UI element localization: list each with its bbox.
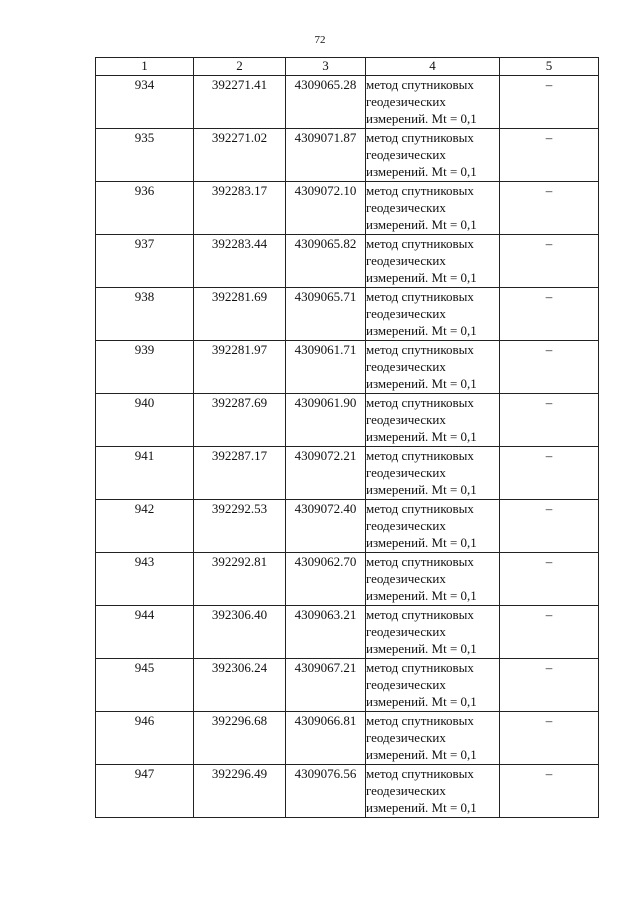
table-row (96, 712, 599, 765)
method-cell (366, 500, 500, 553)
point-number-cell: 947 (96, 765, 194, 818)
x-coordinate-cell: 392306.24 (194, 659, 286, 712)
y-coordinate-cell: 4309076.56 (286, 765, 366, 818)
point-number-cell: 944 (96, 606, 194, 659)
method-line: метод спутниковых (366, 183, 474, 198)
note-cell: – (500, 553, 599, 606)
header-row (96, 58, 599, 76)
table-row (96, 76, 599, 129)
table-row (96, 447, 599, 500)
y-coordinate-cell: 4309065.71 (286, 288, 366, 341)
table-row (96, 235, 599, 288)
method-line: метод спутниковых (366, 395, 474, 410)
note-cell: – (500, 447, 599, 500)
method-line: геодезических (366, 253, 446, 268)
table-header (96, 58, 599, 76)
column-header-2: 2 (194, 58, 286, 76)
y-coordinate-cell: 4309066.81 (286, 712, 366, 765)
note-cell: – (500, 659, 599, 712)
table-row (96, 659, 599, 712)
y-coordinate-cell: 4309072.40 (286, 500, 366, 553)
method-line: измерений. Mt = 0,1 (366, 747, 477, 762)
method-line: геодезических (366, 783, 446, 798)
x-coordinate-cell: 392287.17 (194, 447, 286, 500)
note-cell: – (500, 606, 599, 659)
method-cell (366, 394, 500, 447)
table-body (96, 76, 599, 818)
y-coordinate-cell: 4309063.21 (286, 606, 366, 659)
point-number-cell: 942 (96, 500, 194, 553)
note-cell: – (500, 765, 599, 818)
column-header-3: 3 (286, 58, 366, 76)
coordinates-table (95, 57, 599, 818)
method-line: измерений. Mt = 0,1 (366, 270, 477, 285)
point-number-cell: 943 (96, 553, 194, 606)
point-number-cell: 935 (96, 129, 194, 182)
method-line: метод спутниковых (366, 130, 474, 145)
x-coordinate-cell: 392306.40 (194, 606, 286, 659)
page-number: 72 (314, 34, 326, 46)
table-row (96, 182, 599, 235)
method-cell (366, 76, 500, 129)
point-number-cell: 945 (96, 659, 194, 712)
method-line: геодезических (366, 412, 446, 427)
method-line: геодезических (366, 730, 446, 745)
method-line: геодезических (366, 306, 446, 321)
table-row (96, 606, 599, 659)
table-row (96, 553, 599, 606)
method-cell (366, 659, 500, 712)
note-cell: – (500, 76, 599, 129)
y-coordinate-cell: 4309072.21 (286, 447, 366, 500)
method-line: метод спутниковых (366, 236, 474, 251)
point-number-cell: 938 (96, 288, 194, 341)
y-coordinate-cell: 4309061.71 (286, 341, 366, 394)
x-coordinate-cell: 392271.41 (194, 76, 286, 129)
point-number-cell: 946 (96, 712, 194, 765)
method-line: измерений. Mt = 0,1 (366, 323, 477, 338)
method-line: измерений. Mt = 0,1 (366, 588, 477, 603)
y-coordinate-cell: 4309062.70 (286, 553, 366, 606)
note-cell: – (500, 394, 599, 447)
x-coordinate-cell: 392296.68 (194, 712, 286, 765)
method-line: метод спутниковых (366, 607, 474, 622)
column-header-1: 1 (96, 58, 194, 76)
table-row (96, 129, 599, 182)
note-cell: – (500, 182, 599, 235)
method-line: метод спутниковых (366, 766, 474, 781)
method-line: метод спутниковых (366, 660, 474, 675)
method-line: измерений. Mt = 0,1 (366, 482, 477, 497)
method-cell (366, 765, 500, 818)
y-coordinate-cell: 4309065.82 (286, 235, 366, 288)
x-coordinate-cell: 392283.17 (194, 182, 286, 235)
method-line: измерений. Mt = 0,1 (366, 535, 477, 550)
y-coordinate-cell: 4309071.87 (286, 129, 366, 182)
note-cell: – (500, 288, 599, 341)
x-coordinate-cell: 392292.53 (194, 500, 286, 553)
method-line: измерений. Mt = 0,1 (366, 217, 477, 232)
method-line: метод спутниковых (366, 77, 474, 92)
x-coordinate-cell: 392271.02 (194, 129, 286, 182)
method-cell (366, 447, 500, 500)
x-coordinate-cell: 392281.69 (194, 288, 286, 341)
x-coordinate-cell: 392296.49 (194, 765, 286, 818)
method-cell (366, 712, 500, 765)
x-coordinate-cell: 392283.44 (194, 235, 286, 288)
method-line: геодезических (366, 200, 446, 215)
method-line: метод спутниковых (366, 713, 474, 728)
method-cell (366, 553, 500, 606)
method-line: геодезических (366, 518, 446, 533)
y-coordinate-cell: 4309067.21 (286, 659, 366, 712)
method-line: геодезических (366, 677, 446, 692)
point-number-cell: 939 (96, 341, 194, 394)
table-row (96, 394, 599, 447)
y-coordinate-cell: 4309061.90 (286, 394, 366, 447)
method-line: геодезических (366, 465, 446, 480)
method-line: геодезических (366, 624, 446, 639)
column-header-4: 4 (366, 58, 500, 76)
point-number-cell: 934 (96, 76, 194, 129)
method-line: метод спутниковых (366, 342, 474, 357)
method-line: измерений. Mt = 0,1 (366, 376, 477, 391)
point-number-cell: 940 (96, 394, 194, 447)
point-number-cell: 937 (96, 235, 194, 288)
method-cell (366, 341, 500, 394)
note-cell: – (500, 500, 599, 553)
method-line: измерений. Mt = 0,1 (366, 641, 477, 656)
method-line: геодезических (366, 359, 446, 374)
point-number-cell: 941 (96, 447, 194, 500)
method-cell (366, 182, 500, 235)
method-line: метод спутниковых (366, 554, 474, 569)
method-line: измерений. Mt = 0,1 (366, 429, 477, 444)
method-cell (366, 288, 500, 341)
method-cell (366, 129, 500, 182)
y-coordinate-cell: 4309072.10 (286, 182, 366, 235)
table-row (96, 288, 599, 341)
note-cell: – (500, 341, 599, 394)
method-line: метод спутниковых (366, 501, 474, 516)
method-line: геодезических (366, 94, 446, 109)
method-line: измерений. Mt = 0,1 (366, 164, 477, 179)
method-line: геодезических (366, 147, 446, 162)
method-cell (366, 606, 500, 659)
x-coordinate-cell: 392287.69 (194, 394, 286, 447)
point-number-cell: 936 (96, 182, 194, 235)
method-line: геодезических (366, 571, 446, 586)
table-row (96, 500, 599, 553)
note-cell: – (500, 712, 599, 765)
table-row (96, 765, 599, 818)
method-line: метод спутниковых (366, 289, 474, 304)
table-row (96, 341, 599, 394)
method-line: измерений. Mt = 0,1 (366, 800, 477, 815)
x-coordinate-cell: 392292.81 (194, 553, 286, 606)
note-cell: – (500, 129, 599, 182)
column-header-5: 5 (500, 58, 599, 76)
note-cell: – (500, 235, 599, 288)
y-coordinate-cell: 4309065.28 (286, 76, 366, 129)
method-line: метод спутниковых (366, 448, 474, 463)
method-line: измерений. Mt = 0,1 (366, 111, 477, 126)
x-coordinate-cell: 392281.97 (194, 341, 286, 394)
method-line: измерений. Mt = 0,1 (366, 694, 477, 709)
method-cell (366, 235, 500, 288)
